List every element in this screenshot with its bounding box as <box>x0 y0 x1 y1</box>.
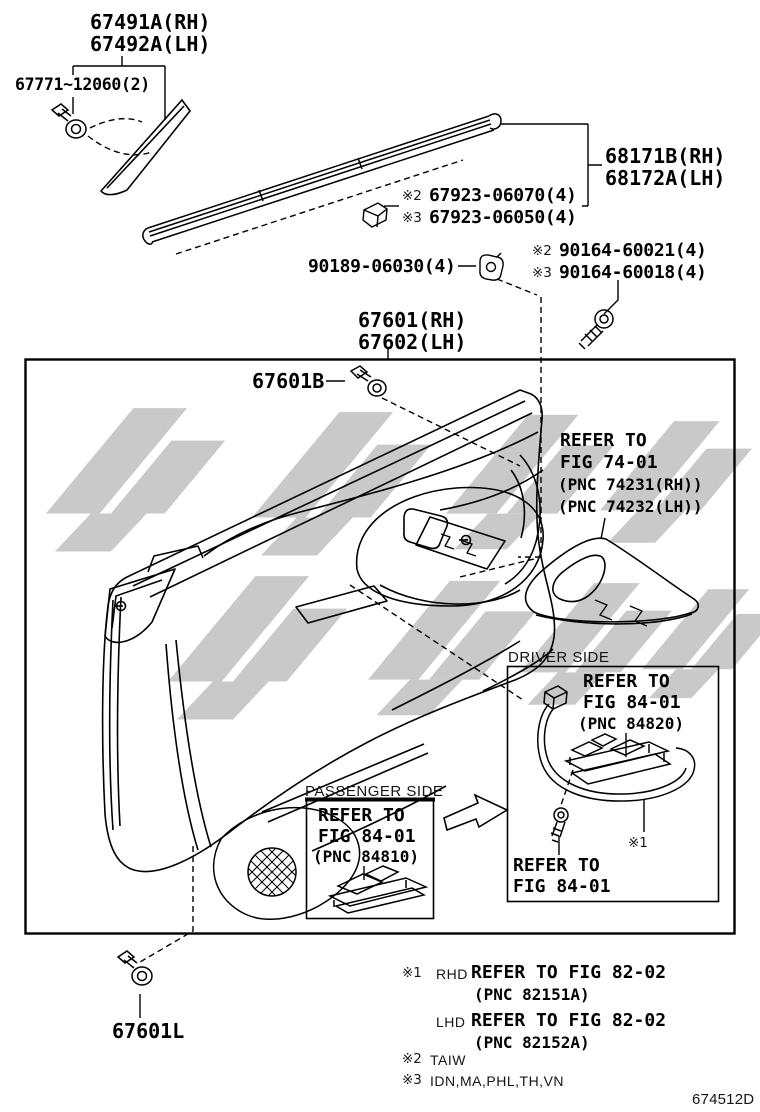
passenger-side-title: PASSENGER SIDE <box>305 783 444 800</box>
note1-marker-icon: ※1 <box>402 965 422 981</box>
callout-67923-06070: 67923-06070(4) <box>429 185 577 206</box>
note1-lhd-side: LHD <box>436 1014 466 1030</box>
note2-marker-icon: ※2 <box>402 1051 422 1067</box>
note1-rhd-side: RHD <box>436 966 468 982</box>
callout-67491a: 67491A(RH) <box>90 10 211 34</box>
passenger-refer-line1: REFER TO <box>318 805 405 826</box>
note3-marker-icon: ※3 <box>402 1072 422 1088</box>
note-marker-2-icon: ※2 <box>402 188 422 204</box>
passenger-switch-drawing <box>330 866 426 913</box>
callout-67492a: 67492A(LH) <box>90 32 211 56</box>
callout-67771: 67771~12060(2) <box>15 75 150 94</box>
driver-screw-refer-line1: REFER TO <box>513 855 600 876</box>
driver-screw-refer-line2: FIG 84-01 <box>513 876 611 897</box>
drawing-code: 674512D <box>692 1091 755 1108</box>
clip-67601l-drawing <box>118 951 152 985</box>
callout-67601l: 67601L <box>112 1019 185 1043</box>
arrow-icon <box>444 795 507 830</box>
note1-lhd-ref: REFER TO FIG 82-02 <box>471 1010 667 1031</box>
note1-rhd-pnc: (PNC 82151A) <box>474 985 590 1004</box>
driver-refer-pnc: (PNC 84820) <box>578 714 684 733</box>
note-marker-2-icon: ※2 <box>532 243 552 259</box>
callout-67601b: 67601B <box>252 369 325 393</box>
clip-67923-drawing <box>363 203 387 227</box>
refer-fig74-pnc-lh: (PNC 74232(LH)) <box>558 497 703 516</box>
callout-67923-06050: 67923-06050(4) <box>429 207 577 228</box>
callout-67601: 67601(RH) <box>358 308 467 332</box>
driver-side-title: DRIVER SIDE <box>508 649 610 666</box>
refer-fig74-line2: FIG 74-01 <box>560 452 658 473</box>
passenger-refer-line2: FIG 84-01 <box>318 826 416 847</box>
screw-90164-drawing <box>579 310 613 349</box>
callout-68171b: 68171B(RH) <box>605 144 726 168</box>
driver-refer-line1: REFER TO <box>583 671 670 692</box>
note1-rhd-ref: REFER TO FIG 82-02 <box>471 962 667 983</box>
callout-90189: 90189-06030(4) <box>308 256 456 277</box>
callout-90164-60018: 90164-60018(4) <box>559 262 707 283</box>
note2-text: TAIW <box>430 1052 466 1068</box>
note1-lhd-pnc: (PNC 82152A) <box>474 1033 590 1052</box>
note-marker-3-icon: ※3 <box>532 265 552 281</box>
grommet-90189-drawing <box>480 253 503 280</box>
corner-trim-drawing <box>101 100 190 195</box>
callout-68172a: 68172A(LH) <box>605 166 726 190</box>
note3-text: IDN,MA,PHL,TH,VN <box>430 1073 565 1089</box>
callout-90164-60021: 90164-60021(4) <box>559 240 707 261</box>
refer-fig74-line1: REFER TO <box>560 430 647 451</box>
refer-fig74-pnc-rh: (PNC 74231(RH)) <box>558 475 703 494</box>
note-marker-3-icon: ※3 <box>402 210 422 226</box>
callout-67602: 67602(LH) <box>358 330 467 354</box>
clip-67771-drawing <box>52 104 86 138</box>
clip-67601b-drawing <box>351 366 386 396</box>
passenger-refer-pnc: (PNC 84810) <box>313 847 419 866</box>
note-marker-1-icon: ※1 <box>628 835 648 851</box>
driver-refer-line2: FIG 84-01 <box>583 692 681 713</box>
